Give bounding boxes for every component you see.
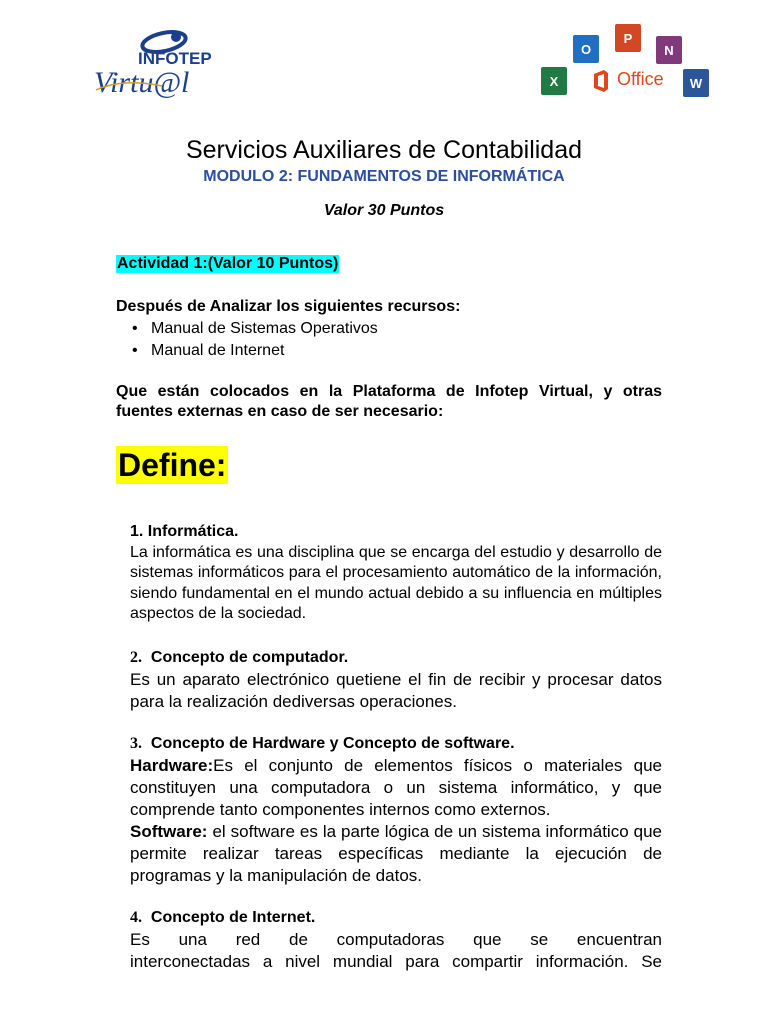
definition-item-1 <box>130 522 662 625</box>
office-icon <box>592 70 610 92</box>
item-text-line: interconectadas a nivel mundial para compartir información. Se <box>130 951 662 971</box>
infotep-virtual-logo <box>92 28 212 100</box>
excel-icon: X <box>541 67 567 95</box>
definition-item-3 <box>130 734 662 887</box>
powerpoint-icon: P <box>615 24 641 52</box>
onenote-icon: N <box>656 36 682 64</box>
platform-note: Que están colocados en la Plataforma de Infotep Virtual, y otras fuentes externas en caso de ser necesario: <box>116 383 662 420</box>
activity-heading: Actividad 1:(Valor 10 Puntos) <box>117 255 339 272</box>
define-heading: Define: <box>118 447 227 483</box>
item-text: La informática es una disciplina que se encarga del estudio y desarrollo de sistemas informáticos para el procesamiento automático de la información, siendo fundamental en el mundo actual debido a su influencia en múltiples aspectos de la sociedad. <box>130 543 662 622</box>
outlook-icon: O <box>573 35 599 63</box>
word-icon: W <box>683 69 709 97</box>
item-text: Es un aparato electrónico quetiene el fin de recibir y procesar datos para la realización dediversas operaciones. <box>130 669 662 711</box>
office-label: Office <box>617 69 664 89</box>
resource-list <box>132 318 378 362</box>
definition-item-2 <box>130 648 662 713</box>
list-item: • Manual de Internet <box>132 340 378 362</box>
item-heading: 2. Concepto de computador. <box>130 649 349 666</box>
item-heading: 4. Concepto de Internet. <box>130 909 316 926</box>
item-heading: 1. Informática. <box>130 523 239 540</box>
svg-text:Virtu@l: Virtu@l <box>94 66 190 99</box>
document-title: Servicios Auxiliares de Contabilidad <box>185 136 583 164</box>
software-definition: Software: el software es la parte lógica de un sistema informático que permite realizar tareas específicas mediante la ejecución de programas y la manipulación de datos. <box>130 821 662 885</box>
points-value: Valor 30 Puntos <box>323 202 445 219</box>
item-heading: 3. Concepto de Hardware y Concepto de software. <box>130 735 515 752</box>
list-item: • Manual de Sistemas Operativos <box>132 318 378 340</box>
intro-text: Después de Analizar los siguientes recursos: <box>116 298 461 315</box>
infotep-globe-icon <box>92 28 212 100</box>
hardware-definition: Hardware:Es el conjunto de elementos físicos o materiales que constituyen una computadora o un sistema informático, y que comprende tanto componentes internos como externos. <box>130 755 662 819</box>
svg-text:INFOTEP: INFOTEP <box>138 49 212 68</box>
module-subtitle: MODULO 2: FUNDAMENTOS DE INFORMÁTICA <box>203 168 565 185</box>
definition-item-4 <box>130 908 662 973</box>
item-text-line: Es una red de computadoras que se encuentran <box>130 929 662 949</box>
